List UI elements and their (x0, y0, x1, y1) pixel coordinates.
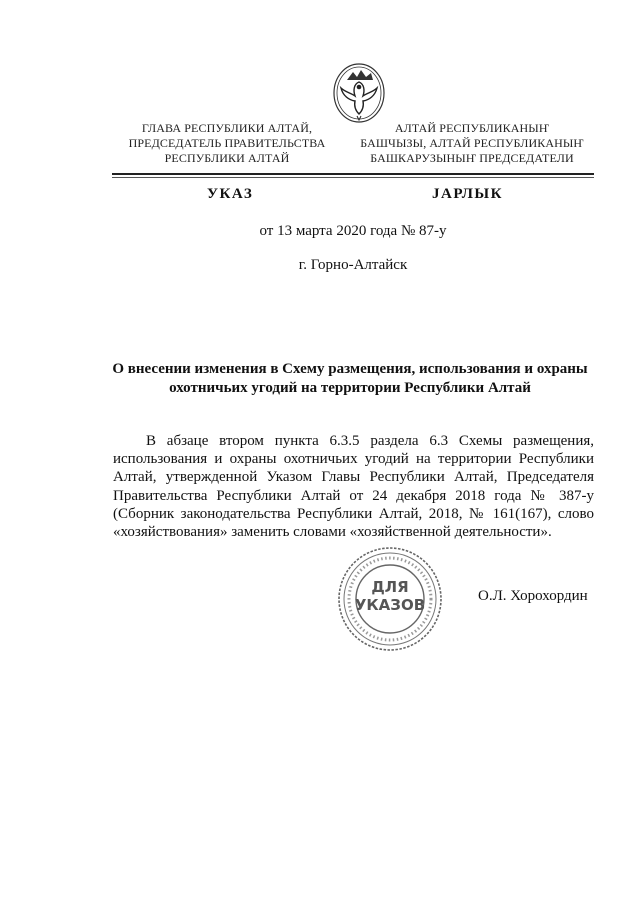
body-line: использования и охраны охотничьих угодий на территории Республики (113, 451, 594, 468)
body-line: «хозяйствования» заменить словами «хозяйственной деятельности». (113, 524, 552, 541)
header-right-line: БАШКАРУЗЫНЫҤ ПРЕДСЕДАТЕЛИ (370, 151, 574, 165)
title-line: охотничьих угодий на территории Республики Алтай (169, 380, 531, 396)
decree-date-number: от 13 марта 2020 года № 87-у (259, 223, 447, 239)
title-line: О внесении изменения в Схему размещения, использования и охраны (112, 361, 588, 377)
header-right-line: БАШЧЫЗЫ, АЛТАЙ РЕСПУБЛИКАНЫҤ (360, 136, 584, 150)
official-seal-stamp (337, 546, 443, 652)
header-divider-thin (112, 177, 594, 178)
signatory-name: О.Л. Хорохордин (478, 588, 588, 604)
stamp-line-2: УКАЗОВ (354, 596, 426, 614)
header-right-block (352, 121, 592, 166)
header-left-line: ПРЕДСЕДАТЕЛЬ ПРАВИТЕЛЬСТВА (128, 136, 326, 150)
body-line: Правительства Республики Алтай от 24 декабря 2018 года № 387-у (113, 487, 594, 504)
doc-type-russian: УКАЗ (207, 186, 254, 202)
body-line: В абзаце втором пункта 6.3.5 раздела 6.3 Схемы размещения, (146, 433, 594, 449)
header-left-block (112, 121, 342, 166)
decree-body (113, 432, 594, 541)
body-line: Алтай, утвержденной Указом Главы Республики Алтай, Председателя (113, 469, 594, 486)
header-divider (112, 173, 594, 175)
doc-type-altai: ЈАРЛЫК (432, 186, 504, 202)
decree-title (100, 360, 600, 398)
coat-of-arms-icon (331, 60, 387, 124)
stamp-line-1: ДЛЯ (371, 578, 409, 596)
decree-city: г. Горно-Алтайск (298, 257, 408, 273)
header-right-line: АЛТАЙ РЕСПУБЛИКАНЫҤ (394, 121, 550, 135)
body-line: (Сборник законодательства Республики Алтай, 2018, № 161(167), слово (113, 505, 594, 522)
header-left-line: РЕСПУБЛИКИ АЛТАЙ (164, 151, 290, 165)
header-left-line: ГЛАВА РЕСПУБЛИКИ АЛТАЙ, (141, 121, 313, 135)
